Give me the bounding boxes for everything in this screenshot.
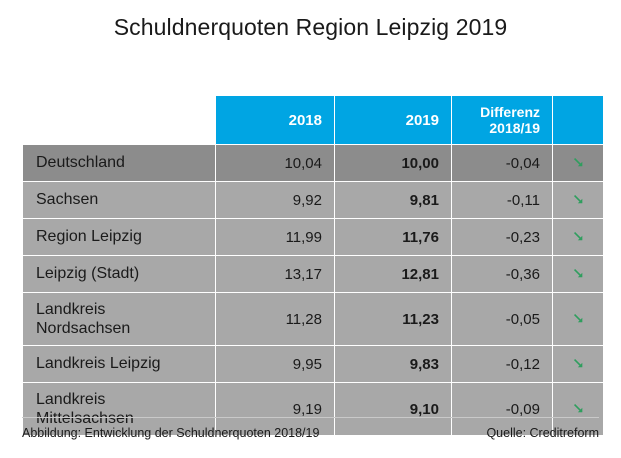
row-value-2018: 9,19: [216, 383, 334, 435]
page-title: Schuldnerquoten Region Leipzig 2019: [113, 14, 508, 40]
row-value-2019: 9,83: [335, 346, 451, 382]
row-value-differenz: -0,05: [452, 293, 552, 345]
header-differenz-line2: 2018/19: [489, 120, 540, 136]
row-value-differenz: -0,09: [452, 383, 552, 435]
header-cell-label: [23, 96, 215, 144]
row-value-2018: 9,95: [216, 346, 334, 382]
row-value-2018: 11,28: [216, 293, 334, 345]
schuldnerquoten-table: [22, 95, 604, 436]
row-value-2019: 9,81: [335, 182, 451, 218]
row-value-2019: 12,81: [335, 256, 451, 292]
arrow-down-right-icon: ➞: [553, 293, 603, 345]
row-value-differenz: -0,36: [452, 256, 552, 292]
row-value-differenz: -0,23: [452, 219, 552, 255]
table-row: [23, 145, 603, 181]
row-value-2018: 9,92: [216, 182, 334, 218]
arrow-down-right-icon: ➞: [553, 256, 603, 292]
row-value-2019: 9,10: [335, 383, 451, 435]
table-body: [23, 145, 603, 435]
arrow-down-right-icon: ➞: [553, 182, 603, 218]
row-value-2018: 13,17: [216, 256, 334, 292]
row-label-line2: Mittelsachsen: [36, 410, 134, 427]
row-value-2018: 10,04: [216, 145, 334, 181]
figure-source: Quelle: Creditreform: [486, 426, 599, 440]
row-value-2019: 11,76: [335, 219, 451, 255]
row-label: Landkreis Leipzig: [23, 346, 215, 382]
table-row: [23, 346, 603, 382]
header-cell-trend: [553, 96, 603, 144]
row-value-2019: 11,23: [335, 293, 451, 345]
header-differenz-line1: Differenz: [480, 103, 540, 120]
row-value-2019: 10,00: [335, 145, 451, 181]
table-row: [23, 293, 603, 345]
row-label: Sachsen: [23, 182, 215, 218]
header-cell-differenz: [452, 96, 552, 144]
table-row: [23, 219, 603, 255]
table-header-row: [23, 96, 603, 144]
figure-caption: Abbildung: Entwicklung der Schuldnerquoten 2018/19: [22, 426, 320, 440]
row-label: [23, 293, 215, 345]
schuldnerquoten-table-wrap: [22, 95, 600, 436]
table-row: [23, 256, 603, 292]
table-row: [23, 182, 603, 218]
arrow-down-right-icon: ➞: [553, 219, 603, 255]
arrow-down-right-icon: ➞: [553, 383, 603, 435]
header-cell-2019: 2019: [335, 96, 451, 144]
header-cell-2018: 2018: [216, 96, 334, 144]
row-value-differenz: -0,12: [452, 346, 552, 382]
row-label: Leipzig (Stadt): [23, 256, 215, 292]
arrow-down-right-icon: ➞: [553, 145, 603, 181]
row-value-differenz: -0,04: [452, 145, 552, 181]
row-label: Region Leipzig: [23, 219, 215, 255]
row-value-differenz: -0,11: [452, 182, 552, 218]
arrow-down-right-icon: ➞: [553, 346, 603, 382]
row-value-2018: 11,99: [216, 219, 334, 255]
row-label-line1: Landkreis: [36, 300, 106, 318]
row-label: Deutschland: [23, 145, 215, 181]
row-label-line2: Nordsachsen: [36, 320, 131, 337]
figure-footer: [22, 417, 599, 440]
row-label-line1: Landkreis: [36, 390, 106, 408]
